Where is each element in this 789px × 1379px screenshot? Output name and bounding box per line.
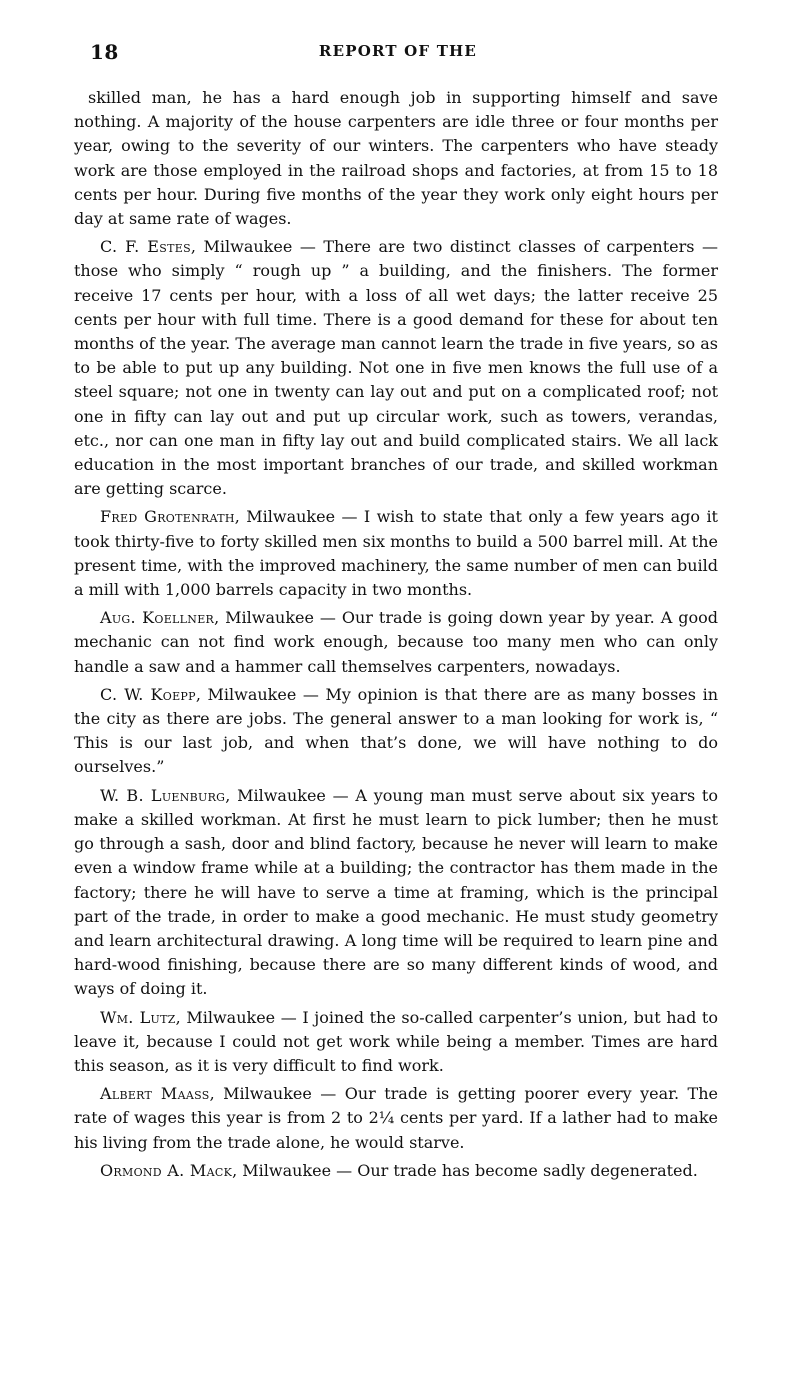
paragraph-maass [74, 1082, 718, 1155]
paragraph-text: skilled man, he has a hard enough job in supporting himself and save nothing. A majority of the house carpenters are idle three or four months per year, owing to the severity of our winters. The carpenters who have steady work are those employed in the railroad shops and factories, at from 15 to 18 cents per hour. During five months of the year they work only eight hours per day at same rate of wages. [74, 88, 718, 229]
paragraph-grotenrath [74, 505, 718, 602]
speaker-name: Fred Grotenrath [100, 507, 235, 527]
body-text [74, 86, 718, 1187]
paragraph-lutz [74, 1006, 718, 1079]
running-head [78, 40, 718, 64]
speaker-name: C. W. Koepp [100, 684, 196, 704]
paragraph-text: , Milwaukee — I joined the so-called carpenter’s union, but had to leave it, because I could not get work while being a member. Times are hard this season, as it is very difficult to find work. [74, 1007, 718, 1075]
speaker-name: W. B. Luenburg [100, 785, 226, 805]
paragraph-estes [74, 235, 718, 501]
speaker-name: Wm. Lutz [100, 1007, 176, 1027]
page-number: 18 [90, 40, 119, 64]
paragraph-text: , Milwaukee — I wish to state that only a few years ago it took thirty-five to forty skilled men six months to build a 500 barrel mill. At the present time, with the improved machinery, the same number of men can build a mill with 1,000 barrels capacity in two months. [74, 507, 718, 600]
speaker-name: Ormond A. Mack [100, 1160, 233, 1180]
speaker-name: Albert Maass [100, 1084, 210, 1104]
paragraph-mack [74, 1159, 718, 1183]
speaker-name: Aug. Koellner [100, 608, 215, 628]
paragraph-text: , Milwaukee — There are two distinct classes of carpenters — those who simply “ rough up ” a building, and the finishers. The former receive 17 cents per hour, with a loss of all wet days; the latter receive 25 cents per hour with full time. There is a good demand for these for about ten months of the year. The average man cannot learn the trade in five years, so as to be able to put up any building. Not one in five men knows the full use of a steel square; not one in twenty can lay out and put on a complicated roof; not one in fifty can lay out and put up circular work, such as towers, verandas, etc., nor can one man in fifty lay out and build complicated stairs. We all lack education in the most important branches of our trade, and skilled workman are getting scarce. [74, 237, 719, 499]
paragraph-text: , Milwaukee — Our trade is getting poorer every year. The rate of wages this year is from 2 to 2¼ cents per yard. If a lather had to make his living from the trade alone, he would starve. [74, 1084, 719, 1152]
paragraph-text: , Milwaukee — My opinion is that there are as many bosses in the city as there are jobs. The general answer to a man looking for work is, “ This is our last job, and when that’s done, we will have nothing to do ourselves.” [74, 684, 718, 777]
paragraph-text: , Milwaukee — Our trade has become sadly degenerated. [232, 1160, 698, 1180]
paragraph-text: , Milwaukee — A young man must serve about six years to make a skilled workman. At first he must learn to pick lumber; then he must go through a sash, door and blind factory, because he never will learn to make even a window frame while at a building; the contractor has them made in the factory; there he will have to serve a time at framing, which is the principal part of the trade, in order to make a good mechanic. He must study geometry and learn architectural drawing. A long time will be required to learn pine and hard-wood finishing, because there are so many different kinds of wood, and ways of doing it. [74, 785, 718, 999]
paragraph-koellner [74, 606, 718, 679]
paragraph-koepp [74, 683, 718, 780]
paragraph-continued [74, 86, 718, 231]
speaker-name: C. F. Estes [100, 237, 191, 257]
running-head-title: REPORT OF THE [318, 42, 478, 60]
paragraph-luenburg [74, 784, 718, 1002]
paragraph-text: , Milwaukee — Our trade is going down year by year. A good mechanic can not find work enough, because too many men who can only handle a saw and a hammer call themselves carpenters, nowadays. [74, 608, 718, 676]
